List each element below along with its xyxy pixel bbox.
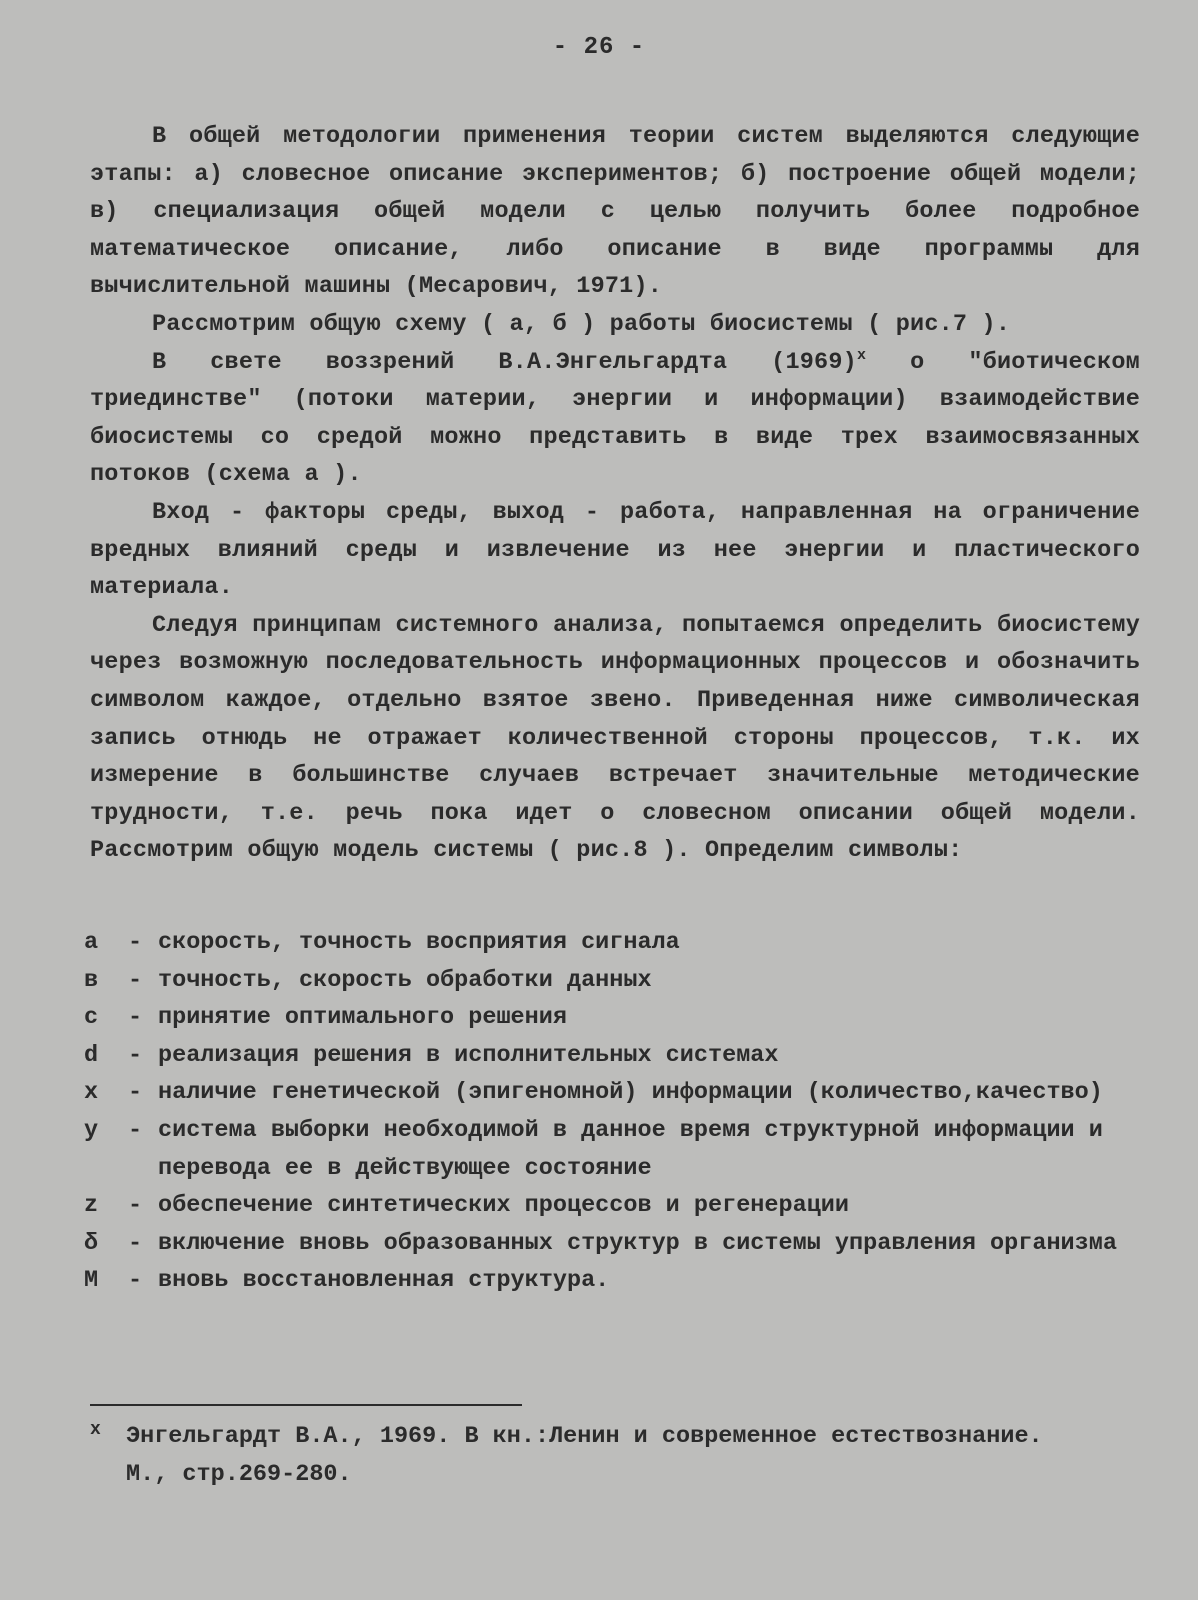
symbol-letter: а — [84, 929, 99, 956]
footnote-line-1: Энгельгардт В.А., 1969. В кн.:Ленин и современное естествознание. — [126, 1423, 1043, 1450]
symbol-description: принятие оптимального решения — [158, 1004, 567, 1032]
paragraph-engelgardt — [90, 344, 1140, 494]
symbol-letter: z — [84, 1192, 99, 1220]
symbol-letter: M — [84, 1267, 99, 1295]
body-text — [90, 118, 1140, 870]
symbol-row — [84, 924, 1144, 962]
symbol-dash: - — [128, 1041, 143, 1069]
footnote — [90, 1418, 1140, 1493]
symbol-letter: в — [84, 966, 99, 994]
symbol-description: реализация решения в исполнительных системах — [158, 1041, 779, 1069]
symbol-dash: - — [128, 1079, 143, 1107]
symbol-letter: с — [84, 1004, 99, 1032]
paragraph-system-analysis: Следуя принципам системного анализа, попытаемся определить биосистему через возможную последовательность информационных процессов и обозначить символом каждое, отдельно взятое звено. Приведенная ниже символическая запись отнюдь не отражает количественной стороны процессов, т.к. их измерение в большинстве случаев встречает значительные методические трудности, т.е. речь пока идет о словесном описании общей модели. Рассмотрим общую модель системы ( рис.8 ). Определим символы: — [90, 611, 1140, 865]
symbol-letter: х — [84, 1079, 99, 1107]
symbol-dash: - — [128, 1192, 143, 1220]
footnote-reference: x — [856, 346, 867, 364]
symbol-description: включение вновь образованных структур в системы управления организма — [158, 1229, 1117, 1257]
symbol-dash: - — [128, 1229, 143, 1257]
symbol-list — [84, 924, 1144, 1300]
symbol-row — [84, 1187, 1144, 1225]
symbol-row — [84, 1112, 1144, 1187]
symbol-row — [84, 1225, 1144, 1263]
symbol-row — [84, 999, 1144, 1037]
symbol-dash: - — [128, 1267, 143, 1295]
symbol-row — [84, 1037, 1144, 1075]
page-number: - 26 - — [552, 34, 646, 61]
symbol-description: скорость, точность восприятия сигнала — [158, 929, 680, 956]
symbol-row — [84, 1074, 1144, 1112]
symbol-dash: - — [128, 1004, 143, 1032]
footnote-mark: x — [90, 1420, 101, 1440]
symbol-description: вновь восстановленная структура. — [158, 1267, 610, 1295]
symbol-row — [84, 962, 1144, 1000]
paragraph-engelgardt-rest: о "биотическом триединстве" (потоки материи, энергии и информации) взаимодействие биосистемы со средой можно представить в виде трех взаимосвязанных потоков (схема а ). — [90, 348, 1140, 489]
symbol-letter: у — [84, 1116, 99, 1144]
symbol-description: обеспечение синтетических процессов и регенерации — [158, 1192, 850, 1220]
paragraph-engelgardt-start: В свете воззрений В.А.Энгельгардта (1969) — [152, 348, 857, 376]
footnote-divider — [90, 1404, 522, 1406]
symbol-description: точность, скорость обработки данных — [158, 966, 652, 994]
paragraph-methodology: В общей методологии применения теории систем выделяются следующие этапы: а) словесное описание экспериментов; б) построение общей модели; в) специализация общей модели с целью получить более подробное математическое описание, либо описание в виде программы для вычислительной машины (Месарович, 1971). — [90, 123, 1140, 301]
symbol-dash: - — [128, 929, 143, 956]
paragraph-input-output: Вход - факторы среды, выход - работа, направленная на ограничение вредных влияний среды и извлечение из нее энергии и пластического материала. — [90, 498, 1140, 602]
symbol-description: система выборки необходимой в данное время структурной информации и перевода ее в действующее состояние — [158, 1116, 1103, 1182]
symbol-dash: - — [128, 1116, 143, 1144]
symbol-row — [84, 1262, 1144, 1300]
symbol-letter: δ — [84, 1229, 99, 1257]
symbol-description: наличие генетической (эпигеномной) информации (количество,качество) — [158, 1079, 1103, 1107]
footnote-line-2: М., стр.269-280. — [126, 1460, 352, 1488]
paragraph-scheme: Рассмотрим общую схему ( а, б ) работы биосистемы ( рис.7 ). — [152, 310, 1011, 338]
symbol-dash: - — [128, 966, 143, 994]
symbol-letter: d — [84, 1041, 99, 1069]
